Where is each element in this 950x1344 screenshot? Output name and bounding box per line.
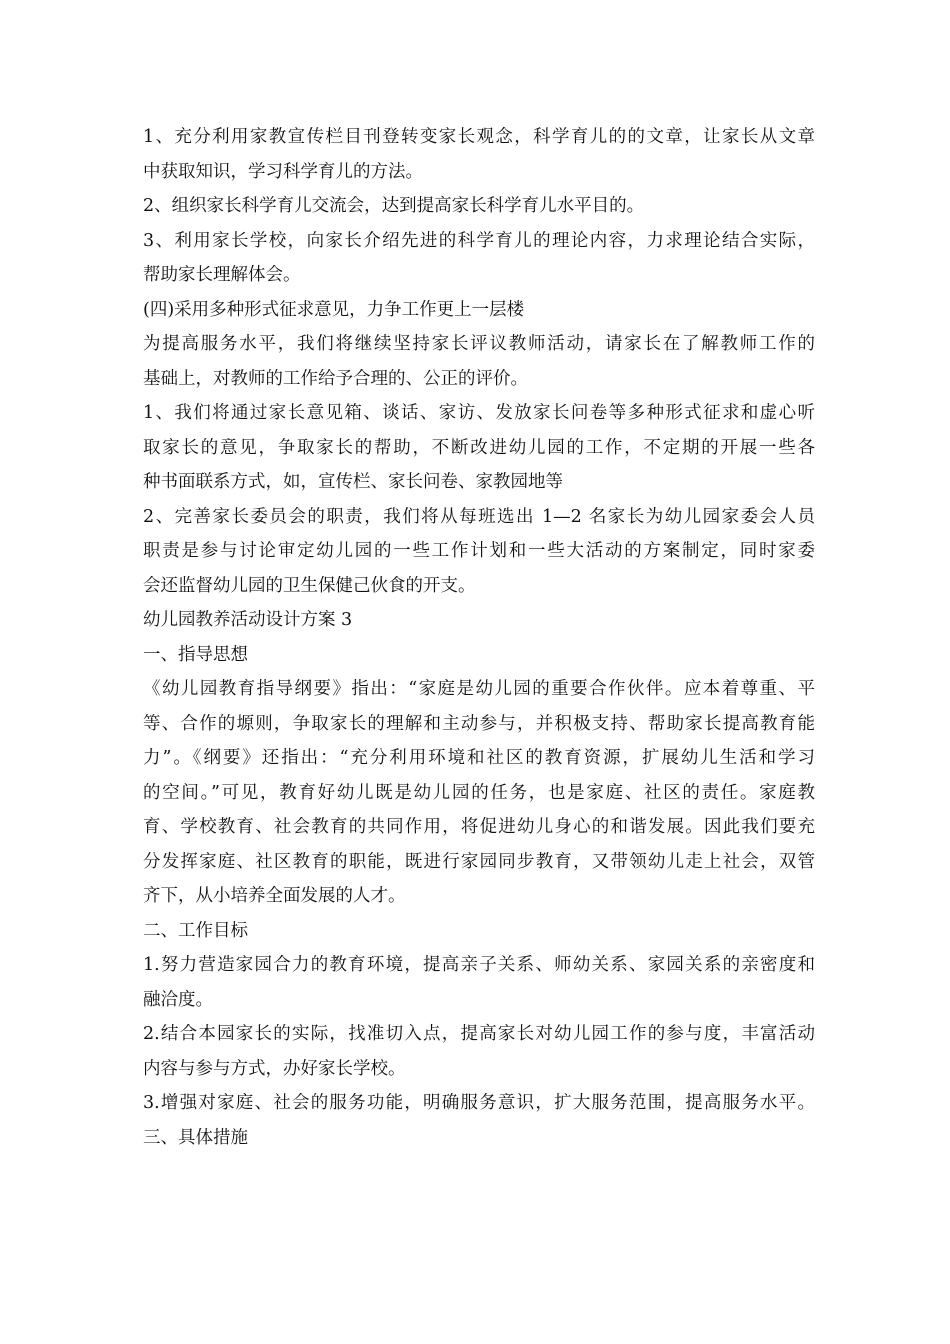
text-line: 齐下，从小培养全面发展的人才。: [143, 886, 406, 906]
text-line: 3.增强对家庭、社会的服务功能，明确服务意识，扩大服务范围，提高服务水平。: [143, 1093, 815, 1113]
text-line: 一、指导思想: [143, 644, 248, 665]
text-line: 帮助家长理解体会。: [143, 265, 301, 285]
text-line: 1.努力营造家园合力的教育环境，提高亲子关系、师幼关系、家园关系的亲密度和: [143, 955, 815, 975]
text-line: 职责是参与讨论审定幼儿园的一些工作计划和一些大活动的方案制定，同时家委: [143, 541, 815, 561]
text-line: 会还监督幼儿园的卫生保健己伙食的开支。: [143, 575, 476, 596]
text-line: 3、利用家长学校，向家长介绍先进的科学育儿的理论内容，力求理论结合实际，: [143, 230, 815, 251]
text-line: 幼儿园教养活动设计方案 3: [143, 610, 353, 630]
text-line: 基础上，对教师的工作给予合理的、公正的评价。: [143, 368, 528, 389]
text-line: 力”。《纲要》还指出：“充分利用环境和社区的教育资源，扩展幼儿生活和学习: [143, 748, 815, 768]
text-line: 取家长的意见，争取家长的帮助，不断改进幼儿园的工作，不定期的开展一些各: [143, 437, 815, 458]
text-line: 1、充分利用家教宣传栏目刊登转变家长观念，科学育儿的的文章，让家长从文章: [143, 127, 815, 147]
text-line: 1、我们将通过家长意见箱、谈话、家访、发放家长问卷等多种形式征求和虚心听: [143, 403, 815, 423]
text-line: 中获取知识，学习科学育儿的方法。: [143, 161, 423, 182]
text-line: 分发挥家庭、社区教育的职能，既进行家园同步教育，又带领幼儿走上社会，双管: [143, 851, 815, 872]
text-line: 等、合作的塬则，争取家长的理解和主动参与，并积极支持、帮助家长提高教育能: [143, 713, 815, 734]
text-line: 融洽度。: [143, 989, 213, 1010]
text-line: 2、完善家长委员会的职责，我们将从每班选出 1—2 名家长为幼儿园家委会人员: [143, 506, 815, 527]
text-line: 2、组织家长科学育儿交流会，达到提高家长科学育儿水平目的。: [143, 196, 645, 216]
text-line: 的空间。”可见，教育好幼儿既是幼儿园的任务，也是家庭、社区的责任。家庭教: [143, 782, 815, 803]
document-body: [143, 120, 815, 1155]
text-line: 二、工作目标: [143, 920, 248, 941]
text-line: 内容与参与方式，办好家长学校。: [143, 1058, 406, 1079]
text-line: 为提高服务水平，我们将继续坚持家长评议教师活动，请家长在了解教师工作的: [143, 334, 815, 354]
text-line: 2.结合本园家长的实际，找准切入点，提高家长对幼儿园工作的参与度，丰富活动: [143, 1024, 815, 1044]
text-line: 育、学校教育、社会教育的共同作用，将促进幼儿身心的和谐发展。因此我们要充: [143, 817, 815, 837]
text-line: (四)采用多种形式征求意见，力争工作更上一层楼: [143, 299, 525, 320]
text-line: 种书面联系方式，如，宣传栏、家长问卷、家教园地等: [143, 472, 563, 492]
text-line: 三、具体措施: [143, 1127, 248, 1148]
text-line: 《幼儿园教育指导纲要》指出：“家庭是幼儿园的重要合作伙伴。应本着尊重、平: [143, 679, 815, 699]
